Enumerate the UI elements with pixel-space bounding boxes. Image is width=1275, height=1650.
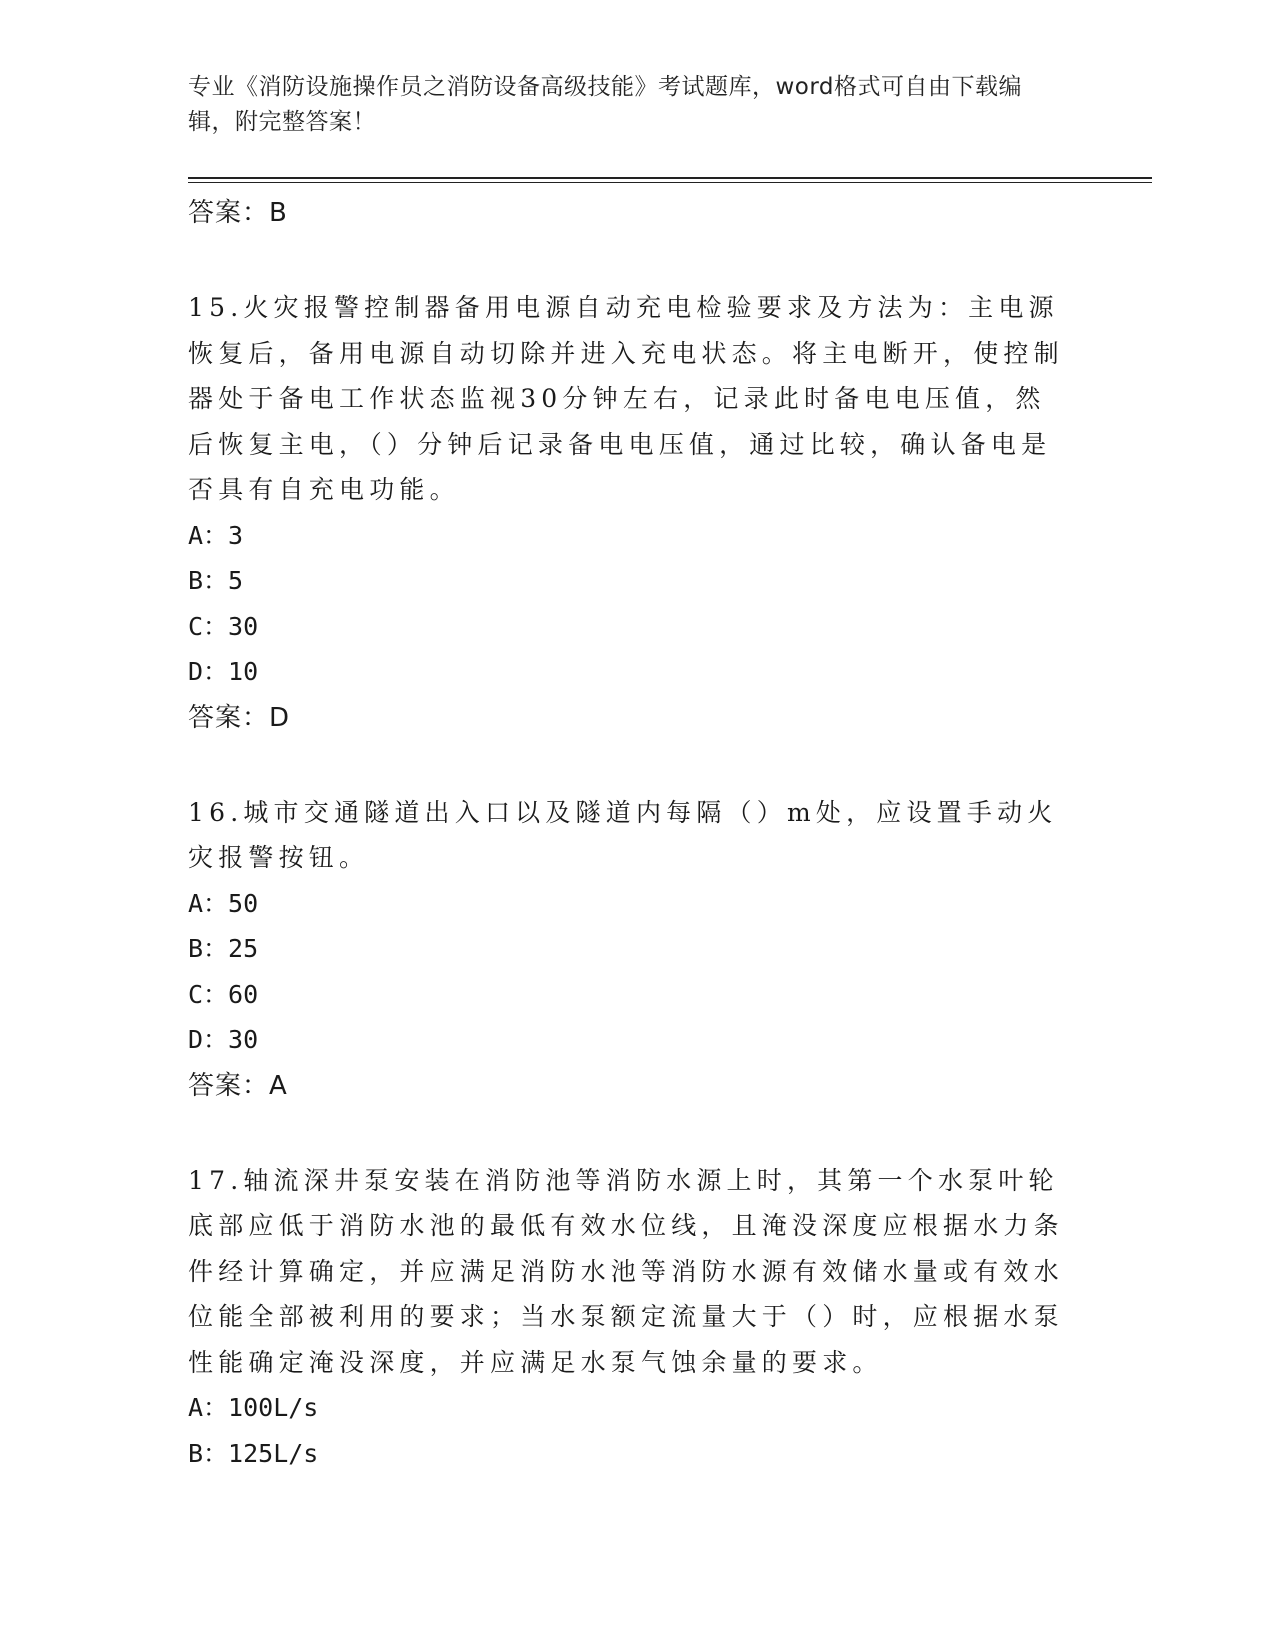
- option-a: A：50: [188, 888, 259, 918]
- option-c: C：30: [188, 611, 259, 641]
- spacer: [188, 1109, 1088, 1158]
- option-b: B：5: [188, 566, 244, 595]
- option-b: B：25: [188, 934, 259, 963]
- answer-14: 答案：B: [188, 198, 288, 228]
- header-divider: [188, 177, 1152, 179]
- answer-16: 答案：A: [188, 1070, 288, 1101]
- option-d: D：30: [188, 1025, 259, 1054]
- question-block-16: [188, 790, 1088, 1109]
- question-text-16: 16.城市交通隧道出入口以及隧道内每隔（）m处，应设置手动火灾报警按钮。: [188, 797, 1058, 872]
- header-divider-thin: [188, 182, 1152, 183]
- option-a: A：100L/s: [188, 1393, 319, 1422]
- question-text-15: 15.火灾报警控制器备用电源自动充电检验要求及方法为：主电源恢复后，备用电源自动切除并进入充电状态。将主电断开，使控制器处于备电工作状态监视30分钟左右，记录此时备电电压值，然后恢复主电，（）分钟后记录备电电压值，通过比较，确认备电是否具有自充电功能。: [188, 293, 1064, 504]
- question-list: [188, 190, 1088, 1476]
- option-b: B：125L/s: [188, 1438, 319, 1468]
- question-block-15: [188, 285, 1088, 741]
- option-c: C：60: [188, 979, 259, 1009]
- question-block-17: [188, 1158, 1088, 1477]
- spacer: [188, 236, 1088, 285]
- option-a: A：3: [188, 520, 244, 550]
- document-header: 专业《消防设施操作员之消防设备高级技能》考试题库，word格式可自由下载编辑，附完整答案！: [188, 74, 1023, 135]
- answer-15: 答案：D: [188, 702, 291, 733]
- spacer: [188, 741, 1088, 790]
- question-text-17: 17.轴流深井泵安装在消防池等消防水源上时，其第一个水泵叶轮底部应低于消防水池的最低有效水位线，且淹没深度应根据水力条件经计算确定，并应满足消防水池等消防水源有效储水量或有效水位能全部被利用的要求；当水泵额定流量大于（）时，应根据水泵性能确定淹没深度，并应满足水泵气蚀余量的要求。: [188, 1165, 1064, 1377]
- option-d: D：10: [188, 657, 259, 686]
